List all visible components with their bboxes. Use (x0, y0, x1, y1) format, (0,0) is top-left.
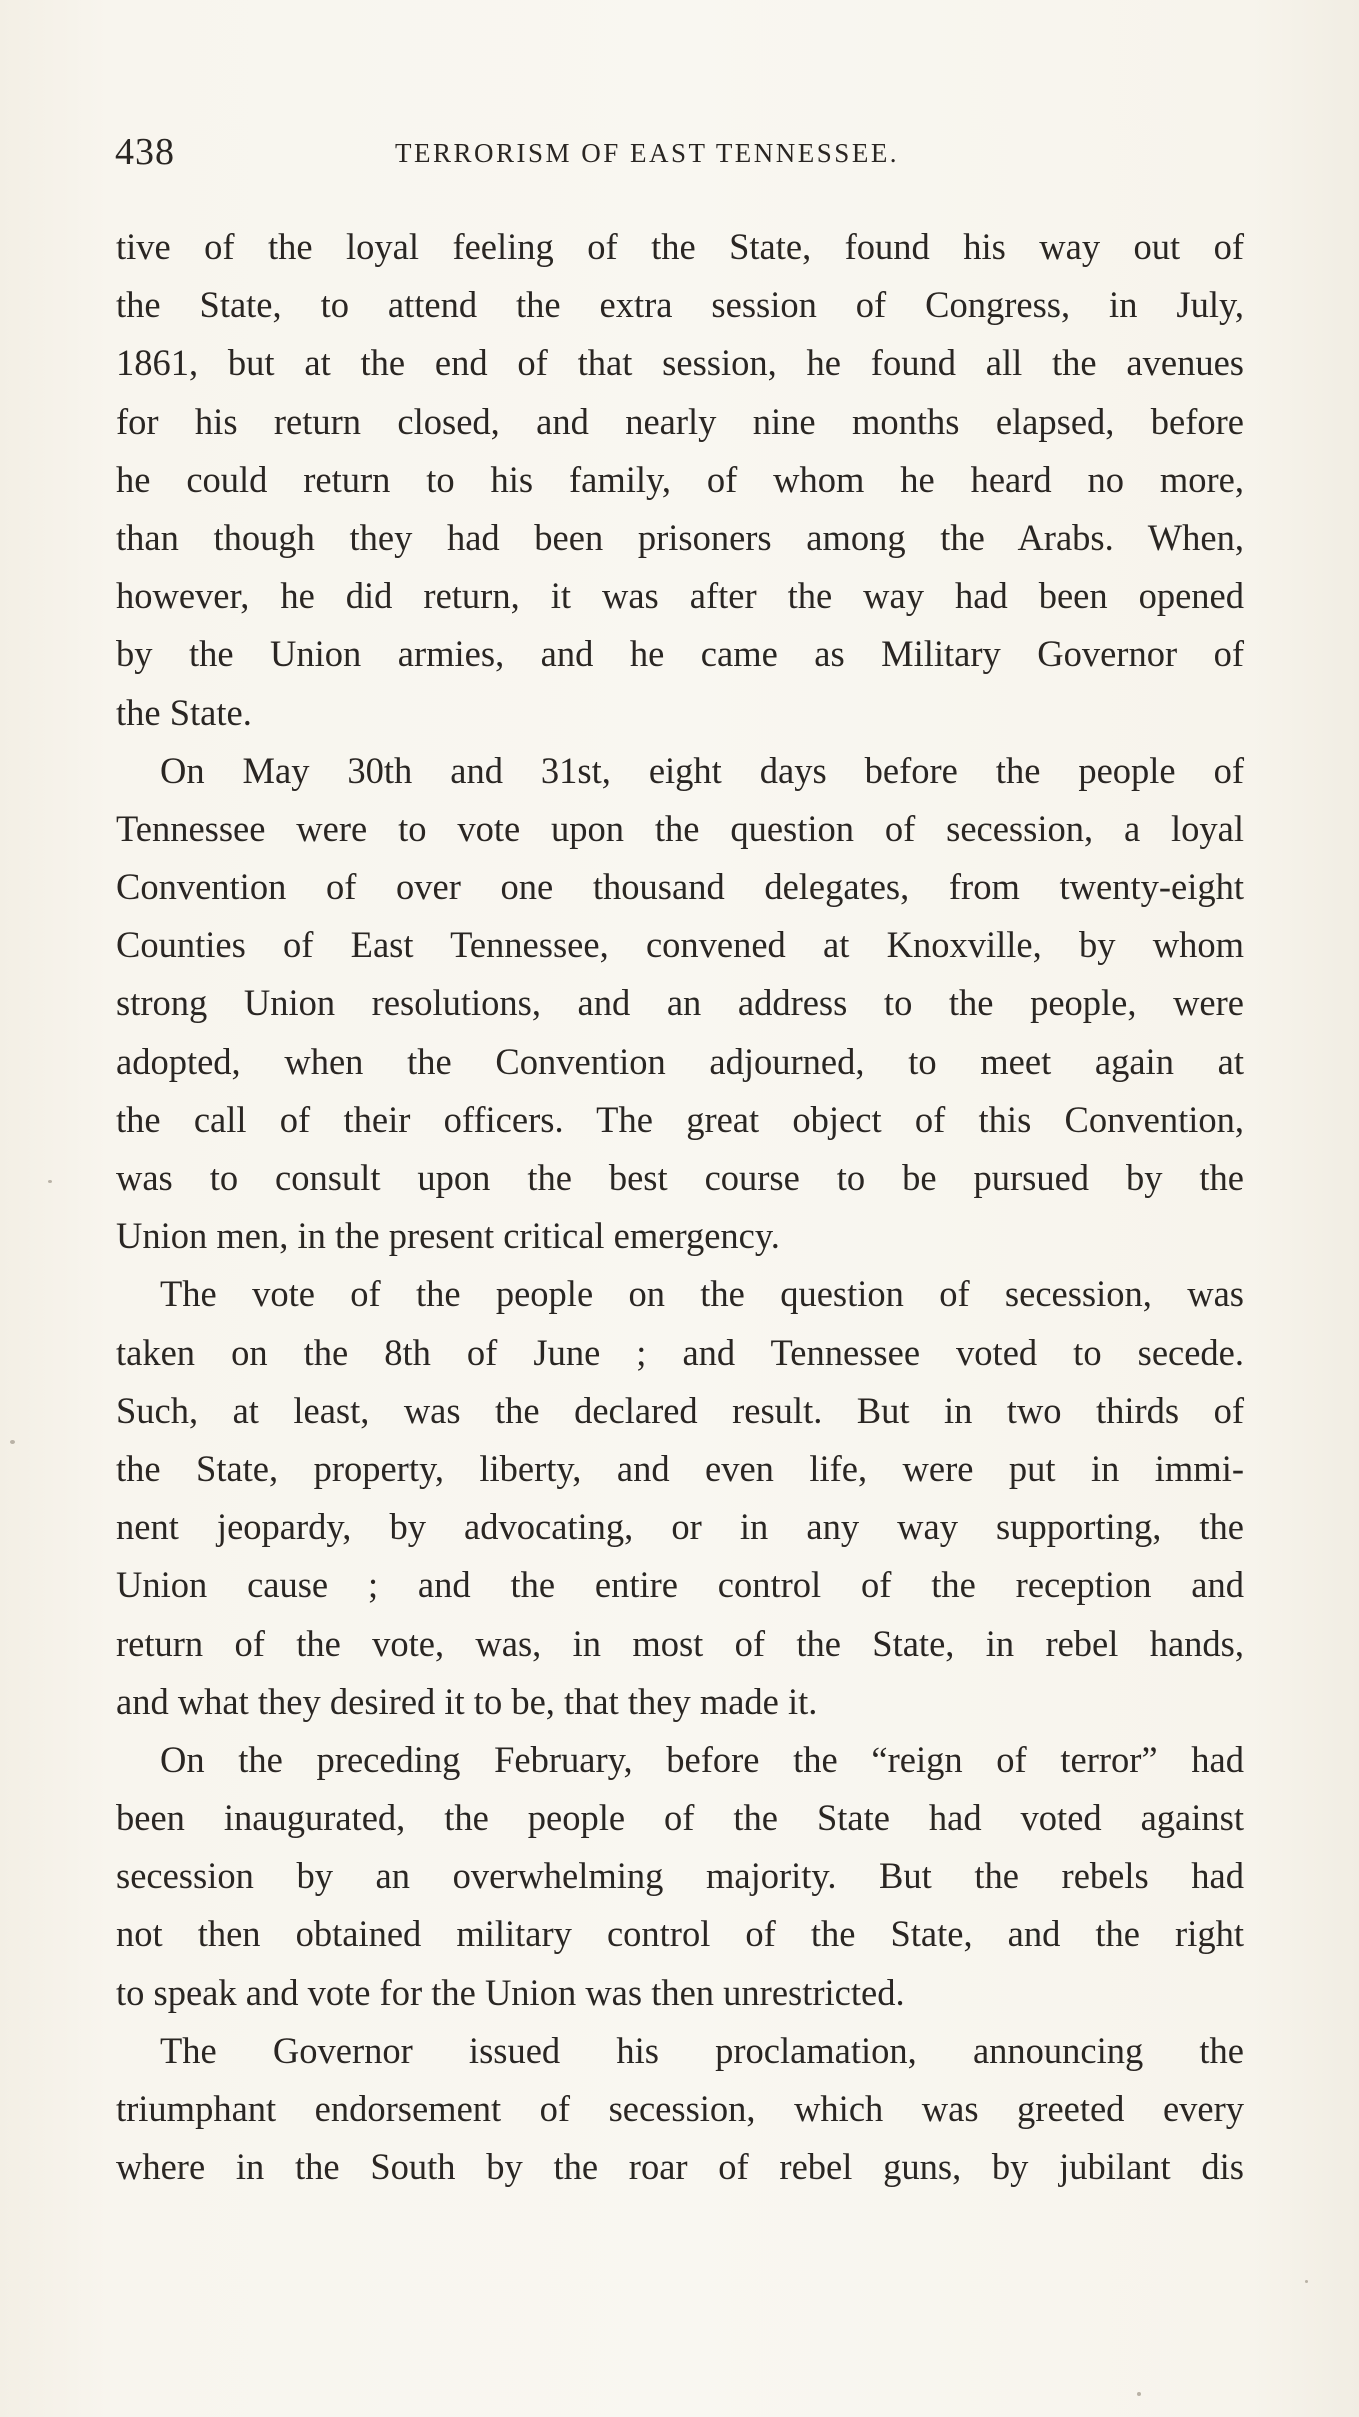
text-line: not then obtained military control of the State, and the right (116, 1913, 1244, 1955)
running-title: TERRORISM OF EAST TENNESSEE. (395, 138, 900, 168)
text-line: On May 30th and 31st, eight days before the people of (160, 749, 1244, 791)
text-line: On the preceding February, before the “reign of terror” had (160, 1738, 1244, 1780)
text-line: the State. (116, 691, 252, 733)
paper-speck (1305, 2280, 1308, 2283)
text-line: Counties of East Tennessee, convened at Knoxville, by whom (116, 924, 1244, 966)
text-line: the State, to attend the extra session of Congress, in July, (116, 284, 1244, 326)
text-line: he could return to his family, of whom he heard no more, (116, 458, 1244, 500)
text-line: The Governor issued his proclamation, announcing the (160, 2029, 1244, 2071)
text-line: for his return closed, and nearly nine months elapsed, before (116, 400, 1244, 442)
paper-speck (48, 1180, 52, 1183)
text-line: than though they had been prisoners among the Arabs. When, (116, 516, 1244, 558)
text-line: the call of their officers. The great object of this Convention, (116, 1098, 1244, 1140)
paper-speck (10, 1440, 15, 1444)
text-line: nent jeopardy, by advocating, or in any way supporting, the (116, 1506, 1244, 1548)
text-line: to speak and vote for the Union was then unrestricted. (116, 1971, 905, 2013)
paper-speck (1137, 2392, 1141, 2396)
text-line: return of the vote, was, in most of the State, in rebel hands, (116, 1622, 1244, 1664)
text-line: The vote of the people on the question of secession, was (160, 1273, 1244, 1315)
text-line: triumphant endorsement of secession, which was greeted every (116, 2088, 1244, 2129)
text-line: Such, at least, was the declared result. But in two thirds of (116, 1389, 1244, 1431)
text-line: been inaugurated, the people of the State had voted against (116, 1797, 1244, 1839)
text-line: however, he did return, it was after the way had been opened (116, 575, 1244, 617)
text-line: adopted, when the Convention adjourned, to meet again at (116, 1040, 1244, 1082)
text-line: by the Union armies, and he came as Military Governor of (116, 633, 1244, 675)
text-line: was to consult upon the best course to be pursued by the (116, 1157, 1244, 1198)
text-line: Convention of over one thousand delegates, from twenty-eight (116, 866, 1244, 908)
text-line: and what they desired it to be, that they made it. (116, 1680, 818, 1722)
text-line: Tennessee were to vote upon the question of secession, a loyal (116, 807, 1244, 849)
text-line: taken on the 8th of June ; and Tennessee voted to secede. (116, 1331, 1244, 1373)
text-line: Union men, in the present critical emergency. (116, 1215, 780, 1257)
text-line: strong Union resolutions, and an address to the people, were (116, 982, 1244, 1024)
text-line: the State, property, liberty, and even life, were put in immi- (116, 1447, 1244, 1489)
text-line: 1861, but at the end of that session, he found all the avenues (116, 342, 1244, 384)
text-line: Union cause ; and the entire control of the reception and (116, 1564, 1244, 1606)
text-line: where in the South by the roar of rebel guns, by jubilant dis (116, 2146, 1244, 2188)
running-head (115, 130, 1245, 180)
body-text (116, 218, 1244, 2196)
text-line: secession by an overwhelming majority. But the rebels had (116, 1855, 1244, 1897)
text-line: tive of the loyal feeling of the State, found his way out of (116, 226, 1244, 267)
page-number: 438 (115, 131, 175, 173)
